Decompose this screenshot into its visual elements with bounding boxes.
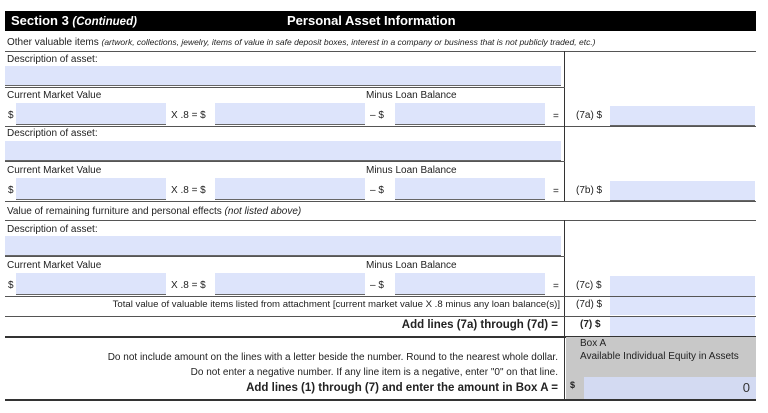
line-7-input[interactable] [610,317,755,336]
instruction-line-3: Add lines (1) through (7) and enter the amount in Box A = [246,382,558,394]
line-7a-label: (7a) $ [576,110,603,121]
asset-2-description-input[interactable] [5,141,561,161]
line-7b-label: (7b) $ [576,185,603,196]
current-market-value-label: Current Market Value [7,90,102,101]
current-market-value-label: Current Market Value [7,165,102,176]
current-market-value-label: Current Market Value [7,260,102,271]
asset-2-times-value-input[interactable] [215,178,365,200]
equals-label: = [553,281,559,292]
box-a-value: 0 [742,380,750,395]
divider [5,399,756,401]
description-label: Description of asset: [7,54,98,65]
line-7d-label: (7d) $ [576,299,603,310]
equals-label: = [553,111,559,122]
box-a-title: Box A [580,338,607,349]
instruction-line-2: Do not enter a negative number. If any line item is a negative, enter "0" on that line. [190,367,558,378]
other-valuable-items-label: Other valuable items (artwork, collections, jewelry, items of value in safe deposit boxes, interest in a company or business that is not publicly traded, etc.) [7,37,596,48]
minus-loan-balance-label: Minus Loan Balance [366,165,457,176]
minus-dollar-label: – $ [370,185,384,196]
asset-1-loan-balance-input[interactable] [395,103,545,125]
dollar-sign: $ [8,280,14,291]
divider [5,51,756,52]
asset-1-times-value-input[interactable] [215,103,365,125]
divider [5,161,565,162]
asset-3-loan-balance-input[interactable] [395,273,545,295]
minus-loan-balance-label: Minus Loan Balance [366,90,457,101]
box-a-subtitle: Available Individual Equity in Assets [580,351,739,362]
equals-label: = [553,186,559,197]
section-title: Personal Asset Information [287,13,456,28]
divider [5,87,565,88]
dollar-sign: $ [8,185,14,196]
line-7d-input[interactable] [610,297,755,315]
dollar-sign: $ [8,110,14,121]
asset-3-times-value-input[interactable] [215,273,365,295]
box-a-currency: $ [570,380,576,390]
furniture-label: Value of remaining furniture and personal effects (not listed above) [7,206,302,217]
line-7c-label: (7c) $ [576,280,602,291]
asset-3-market-value-input[interactable] [16,273,166,295]
line-7c-input[interactable] [610,276,755,296]
description-label: Description of asset: [7,224,98,235]
times-label: X .8 = $ [171,185,206,196]
times-label: X .8 = $ [171,280,206,291]
asset-3-description-input[interactable] [5,236,561,256]
minus-dollar-label: – $ [370,280,384,291]
box-a-input[interactable] [584,377,756,399]
asset-2-loan-balance-input[interactable] [395,178,545,200]
asset-2-market-value-input[interactable] [16,178,166,200]
attachment-label: Total value of valuable items listed from attachment [current market value X .8 minus any loan balance(s)] [112,299,560,310]
column-divider [564,220,565,337]
minus-loan-balance-label: Minus Loan Balance [366,260,457,271]
column-divider [564,51,565,127]
minus-dollar-label: – $ [370,110,384,121]
column-divider [564,126,565,202]
line-7-label: (7) $ [580,319,601,330]
divider [5,201,756,202]
line-7b-input[interactable] [610,181,755,201]
section-label: Section 3 (Continued) [11,13,137,28]
asset-1-description-input[interactable] [5,66,561,86]
divider [5,220,756,221]
line-7a-input[interactable] [610,106,755,126]
times-label: X .8 = $ [171,110,206,121]
total-7-label: Add lines (7a) through (7d) = [401,319,558,331]
description-label: Description of asset: [7,128,98,139]
divider [5,256,565,257]
instruction-line-1: Do not include amount on the lines with a letter beside the number. Round to the nearest whole dollar. [107,352,558,363]
asset-1-market-value-input[interactable] [16,103,166,125]
section-header [5,11,756,31]
divider [5,126,756,127]
column-divider [564,337,565,400]
